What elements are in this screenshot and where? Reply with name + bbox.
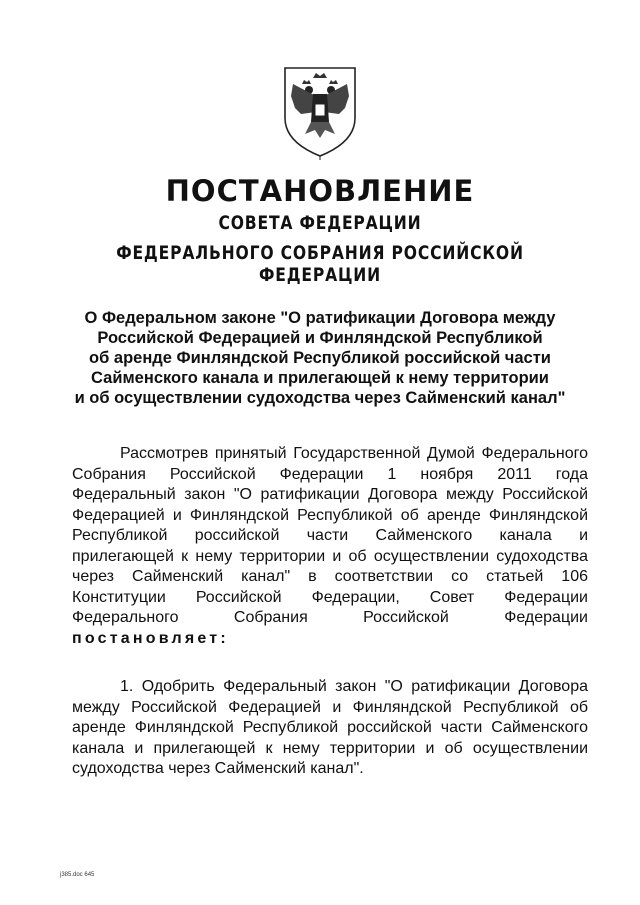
paragraph-line: Собрания Российской Федерации 1 ноября 2011 года <box>72 465 588 483</box>
paragraph-line: прилегающей к нему территории и об осуществлении судоходства <box>72 547 588 565</box>
body-paragraph-item-1 <box>72 677 588 780</box>
law-title-line: и об осуществлении судоходства через Сайменский канал" <box>74 389 566 407</box>
document-title: ПОСТАНОВЛЕНИЕ <box>165 174 475 208</box>
law-title <box>60 308 580 408</box>
law-title-line: Российской Федерацией и Финляндской Республикой <box>97 329 543 347</box>
paragraph-line: Рассмотрев принятый Государственной Думой Федерального <box>120 445 588 462</box>
paragraph-line: Республикой российской части Сайменского канала и <box>72 527 588 544</box>
law-title-line: О Федеральном законе "О ратификации Договора между <box>84 309 556 327</box>
paragraph-line: канала и прилегающей к нему территории и об осуществлении <box>72 739 588 757</box>
document-subtitle-assembly: ФЕДЕРАЛЬНОГО СОБРАНИЯ РОССИЙСКОЙ ФЕДЕРАЦИИ <box>116 242 524 286</box>
document-subtitle-council: СОВЕТА ФЕДЕРАЦИИ <box>218 212 422 234</box>
paragraph-line: Конституции Российской Федерации, Совет Федерации <box>72 588 588 606</box>
paragraph-line: между Российской Федерацией и Финляндской Республикой об <box>72 698 588 716</box>
paragraph-line: аренде Финляндской Республикой российской части Сайменского <box>72 719 588 736</box>
paragraph-line: 1. Одобрить Федеральный закон "О ратификации Договора <box>120 678 588 695</box>
resolves-word: постановляет: <box>72 629 229 647</box>
paragraph-line: Федеральный закон "О ратификации Договора между Российской <box>72 486 588 503</box>
document-code: j385.doc 645 <box>60 872 95 878</box>
paragraph-line: Федерацией и Финляндской Республикой об аренде Финляндской <box>72 506 588 524</box>
law-title-line: Сайменского канала и прилегающей к нему территории <box>91 369 549 387</box>
paragraph-line: через Сайменский канал" в соответствии со статьей 106 <box>72 568 588 585</box>
coat-of-arms-icon <box>271 62 369 160</box>
paragraph-line: судоходства через Сайменский канал". <box>72 760 364 777</box>
law-title-line: об аренде Финляндской Республикой российской части <box>89 349 551 367</box>
paragraph-line: Федерального Собрания Российской Федерации <box>72 609 588 626</box>
body-paragraph-preamble <box>72 444 588 649</box>
